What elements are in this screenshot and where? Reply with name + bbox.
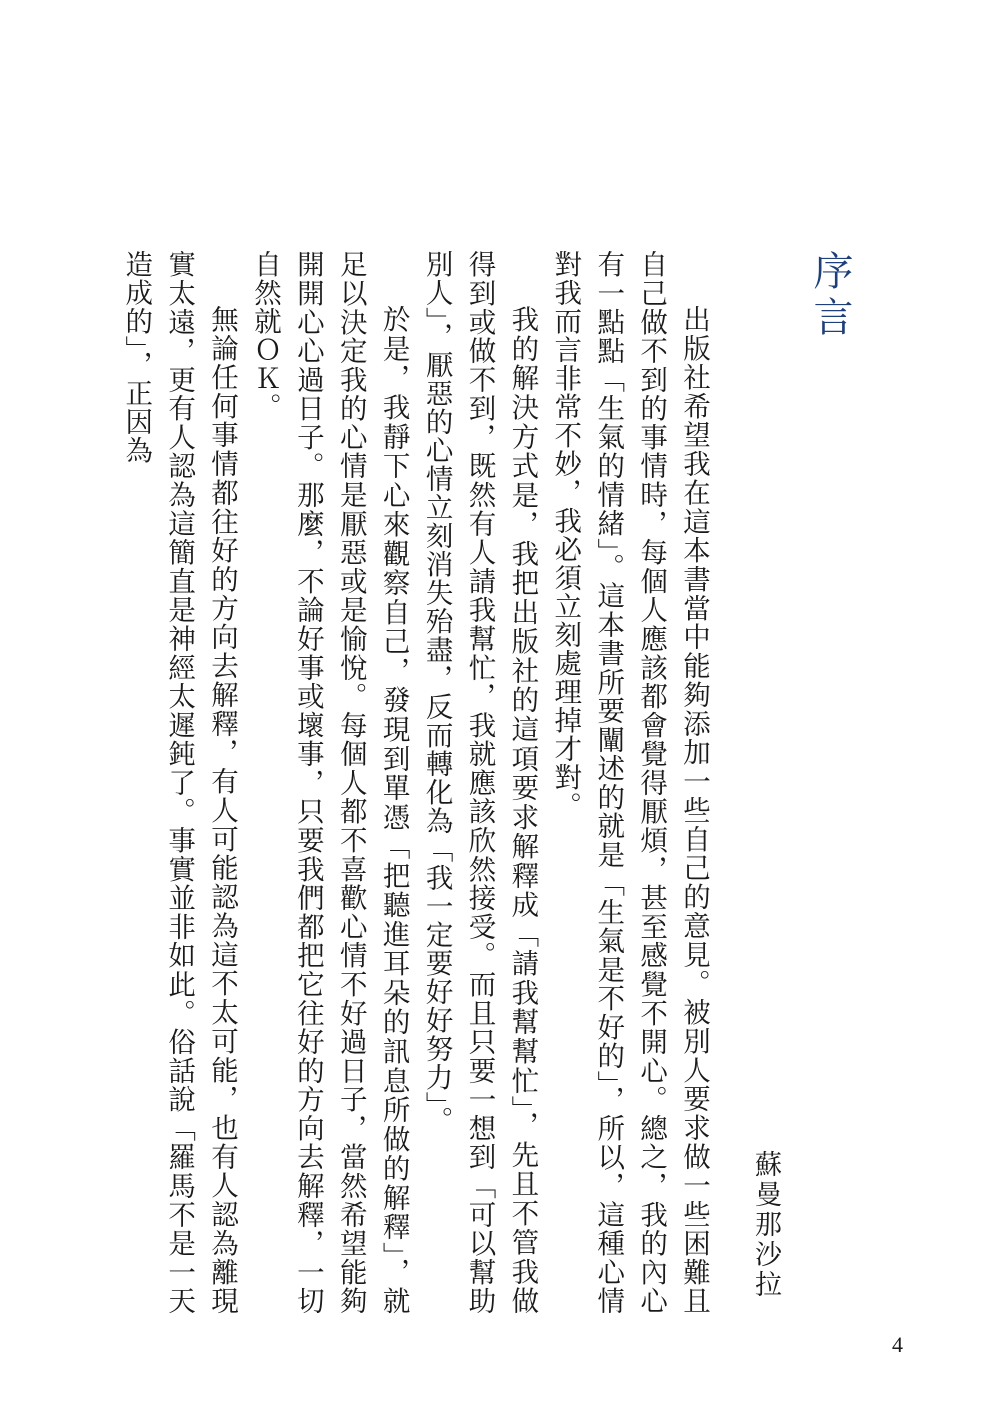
paragraph-1: 出版社希望我在這本書當中能夠添加一些自己的意見。被別人要求做一些困難且自己做不到的事情時，每個人應該都會覺得厭煩，甚至感覺不開心。總之，我的內心有一點點「生氣的情緒」。這本書所要闡述的就是「生氣是不好的」，所以，這種心情對我而言非常不妙，我必須立刻處理掉才對。 [549, 250, 710, 1315]
author-name: 蘇曼那沙拉 [750, 1150, 781, 1300]
paragraph-4: 無論任何事情都往好的方向去解釋，有人可能認為這不太可能，也有人認為離現實太遠，更有人認為這簡直是神經太遲鈍了。事實並非如此。俗話說「羅馬不是一天造成的」，正因為 [120, 250, 239, 1315]
page-title: 序言 [807, 250, 853, 342]
page-number: 4 [892, 1332, 903, 1357]
paragraph-2: 我的解決方式是，我把出版社的這項要求解釋成「請我幫幫忙」，先且不管我做得到或做不到，既然有人請我幫忙，我就應該欣然接受。而且只要一想到「可以幫助別人」，厭惡的心情立刻消失殆盡，反而轉化為「我一定要好好努力」。 [420, 250, 539, 1315]
body-text [114, 250, 715, 1315]
paragraph-3: 於是，我靜下心來觀察自己，發現到單憑「把聽進耳朵的訊息所做的解釋」，就足以決定我的心情是厭惡或是愉悅。每個人都不喜歡心情不好過日子，當然希望能夠開開心心過日子。那麼，不論好事或壞事，只要我們都把它往好的方向去解釋，一切自然就ＯＫ。 [248, 250, 410, 1315]
